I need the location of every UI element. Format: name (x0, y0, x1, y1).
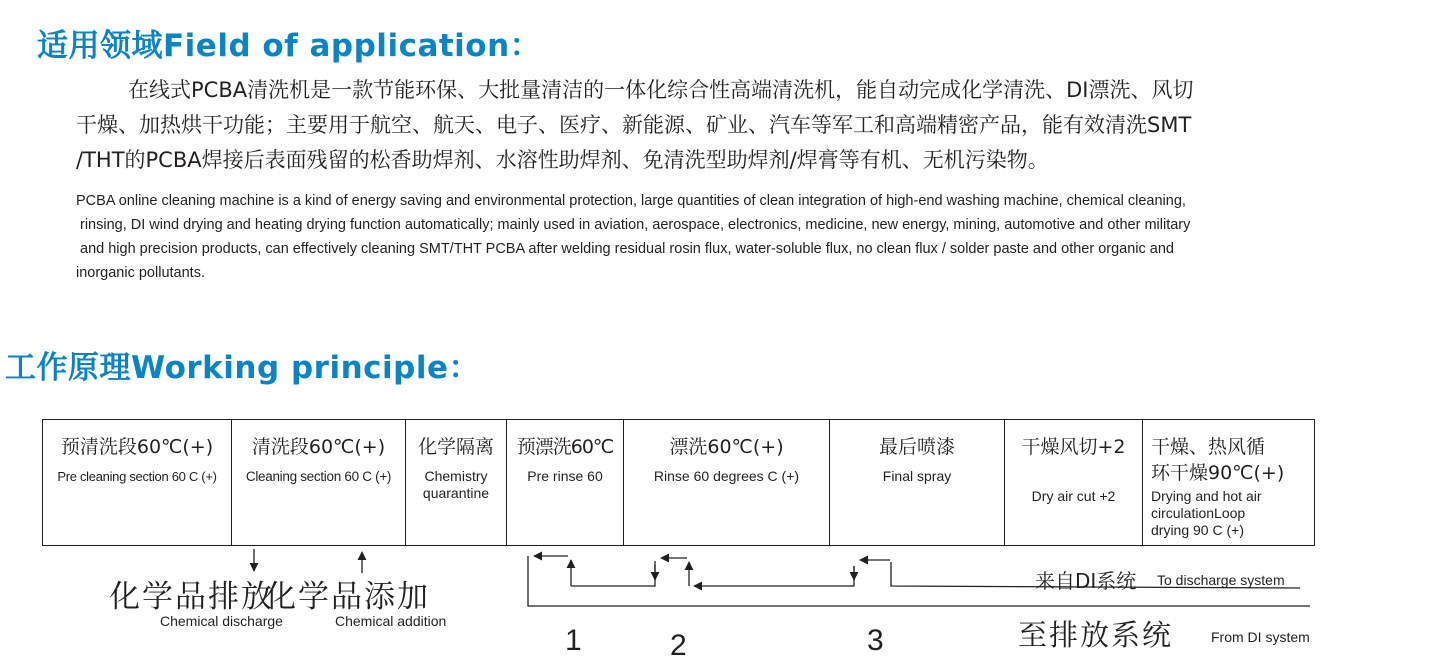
en-line: inorganic pollutants. (76, 265, 205, 281)
step-number-3: 3 (867, 624, 884, 657)
en-line: PCBA online cleaning machine is a kind of energy saving and environmental protection, large quantities of clean integration of high-end washing machine, chemical cleaning, (76, 193, 1186, 209)
chemical-discharge-cn: 化学品排放 (109, 579, 274, 615)
section-cn: 预清洗段60℃(+) (60, 436, 214, 458)
cn-line: 干燥、加热烘干功能；主要用于航空、航天、电子、医疗、新能源、矿业、汽车等军工和高端精密产品，能有效清洗SMT (76, 113, 1192, 137)
section-cn: 漂洗60℃(+) (669, 436, 784, 458)
en-line: and high precision products, can effectively cleaning SMT/THT PCBA after welding residual rosin flux, water-soluble flux, no clean flux / solder paste and other organic and (80, 241, 1174, 257)
section-cn: 干燥、热风循 环干燥90℃(+) (1151, 436, 1285, 484)
link-1-2 (571, 561, 655, 586)
section-cn: 最后喷漆 (878, 436, 955, 458)
link-2-3 (697, 566, 854, 586)
section-en: Cleaning section 60 C (+) (245, 469, 392, 484)
section-cn: 预漂洗60℃ (516, 436, 614, 458)
en-line: rinsing, DI wind drying and heating drying function automatically; mainly used in aviation, aerospace, electronics, medicine, new energy, mining, automotive and other military (80, 217, 1191, 233)
working-principle-heading: 工作原理Working principle： (5, 350, 480, 386)
to-discharge-en: To discharge system (1157, 572, 1285, 588)
section-en: Dry air cut +2 (1031, 488, 1116, 504)
step-number-2: 2 (670, 629, 687, 662)
section-en: Chemistry quarantine (422, 468, 490, 501)
field-of-application-heading: 适用领域Field of application： (37, 28, 542, 64)
step-number-1: 1 (565, 624, 582, 657)
cn-line: 在线式PCBA清洗机是一款节能环保、大批量清洁的一体化综合性高端清洗机，能自动完成化学清洗、DI漂洗、风切 (128, 78, 1194, 102)
cn-line: /THT的PCBA焊接后表面残留的松香助焊剂、水溶性助焊剂、免清洗型助焊剂/焊膏等有机、无机污染物。 (76, 148, 1049, 172)
chemical-addition-en: Chemical addition (335, 613, 447, 629)
chemical-addition-cn: 化学品添加 (265, 579, 430, 615)
section-en: Final spray (882, 468, 952, 484)
from-di-en: From DI system (1211, 629, 1310, 645)
section-en: Rinse 60 degrees C (+) (653, 468, 800, 484)
section-en: Pre rinse 60 (527, 468, 603, 484)
section-cn: 清洗段60℃(+) (251, 436, 386, 458)
from-di-cn: 来自DI系统 (1035, 569, 1137, 593)
section-en: Pre cleaning section 60 C (+) (57, 469, 217, 484)
section-cn: 化学隔离 (417, 436, 494, 458)
section-en: Drying and hot air circulationLoop drying 90 C (+) (1151, 488, 1262, 538)
chemical-discharge-en: Chemical discharge (160, 613, 283, 629)
to-discharge-cn: 至排放系统 (1018, 618, 1174, 652)
section-cn: 干燥风切+2 (1021, 436, 1126, 458)
